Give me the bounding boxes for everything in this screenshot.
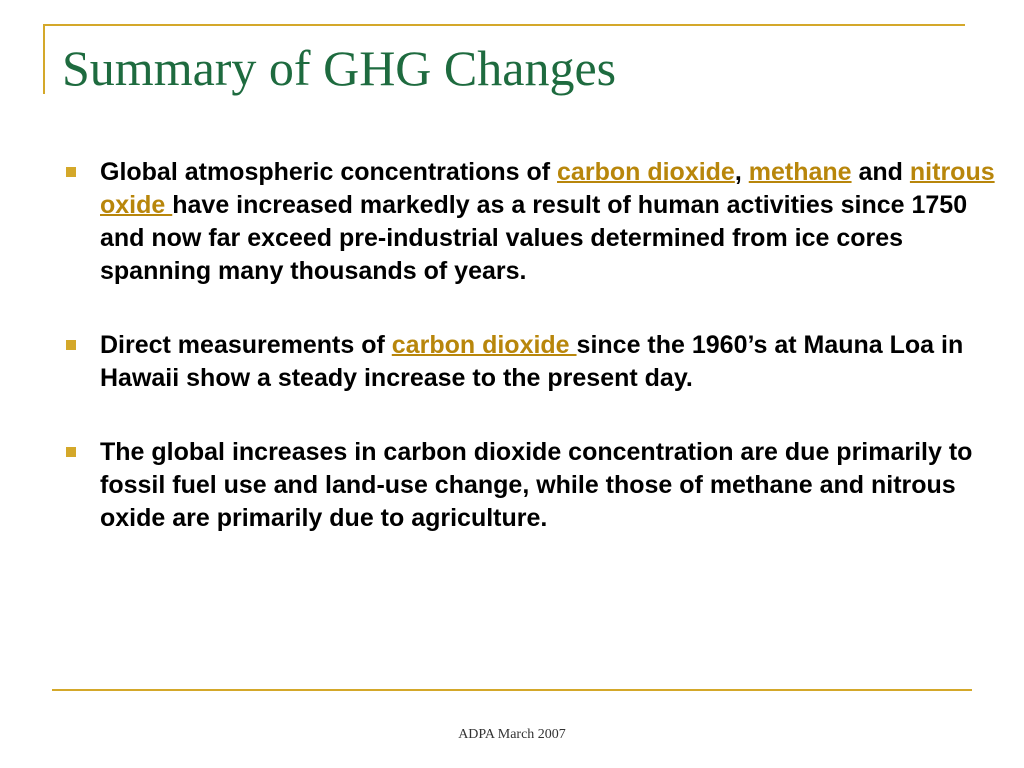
nitrous-oxide-link[interactable]: nitrous oxide [100,158,995,219]
bullet-text: Global atmospheric concentrations of [100,158,558,186]
footer-rule [52,689,972,691]
square-bullet-icon [66,447,76,457]
bullet-text: Direct measurements of [100,331,392,359]
methane-link[interactable]: methane [748,158,852,186]
bullet-list [100,156,1000,535]
carbon-dioxide-link[interactable]: carbon dioxide [391,331,577,359]
bullet-text: since the 1960’s at Mauna Loa in Hawaii show a steady increase to the present day. [100,331,964,392]
bullet-text: , [734,158,749,186]
bullet-item [100,156,1000,288]
carbon-dioxide-link[interactable]: carbon dioxide [557,158,735,186]
slide-title: Summary of GHG Changes [62,40,617,96]
bullet-text: The global increases in carbon dioxide concentration are due primarily to fossil fuel use and land-use change, while those of methane and nitrous oxide are primarily due to agriculture. [100,438,973,532]
square-bullet-icon [66,340,76,350]
bullet-item [100,329,1000,395]
frame-left-rule [43,24,45,94]
slide-footer: ADPA March 2007 [458,727,566,742]
bullet-text: have increased markedly as a result of human activities since 1750 and now far exceed pre-industrial values determined from ice cores spanning many thousands of years. [100,191,968,285]
bullet-item [100,436,1000,535]
frame-top-rule [43,24,965,26]
bullet-text: and [851,158,910,186]
square-bullet-icon [66,167,76,177]
